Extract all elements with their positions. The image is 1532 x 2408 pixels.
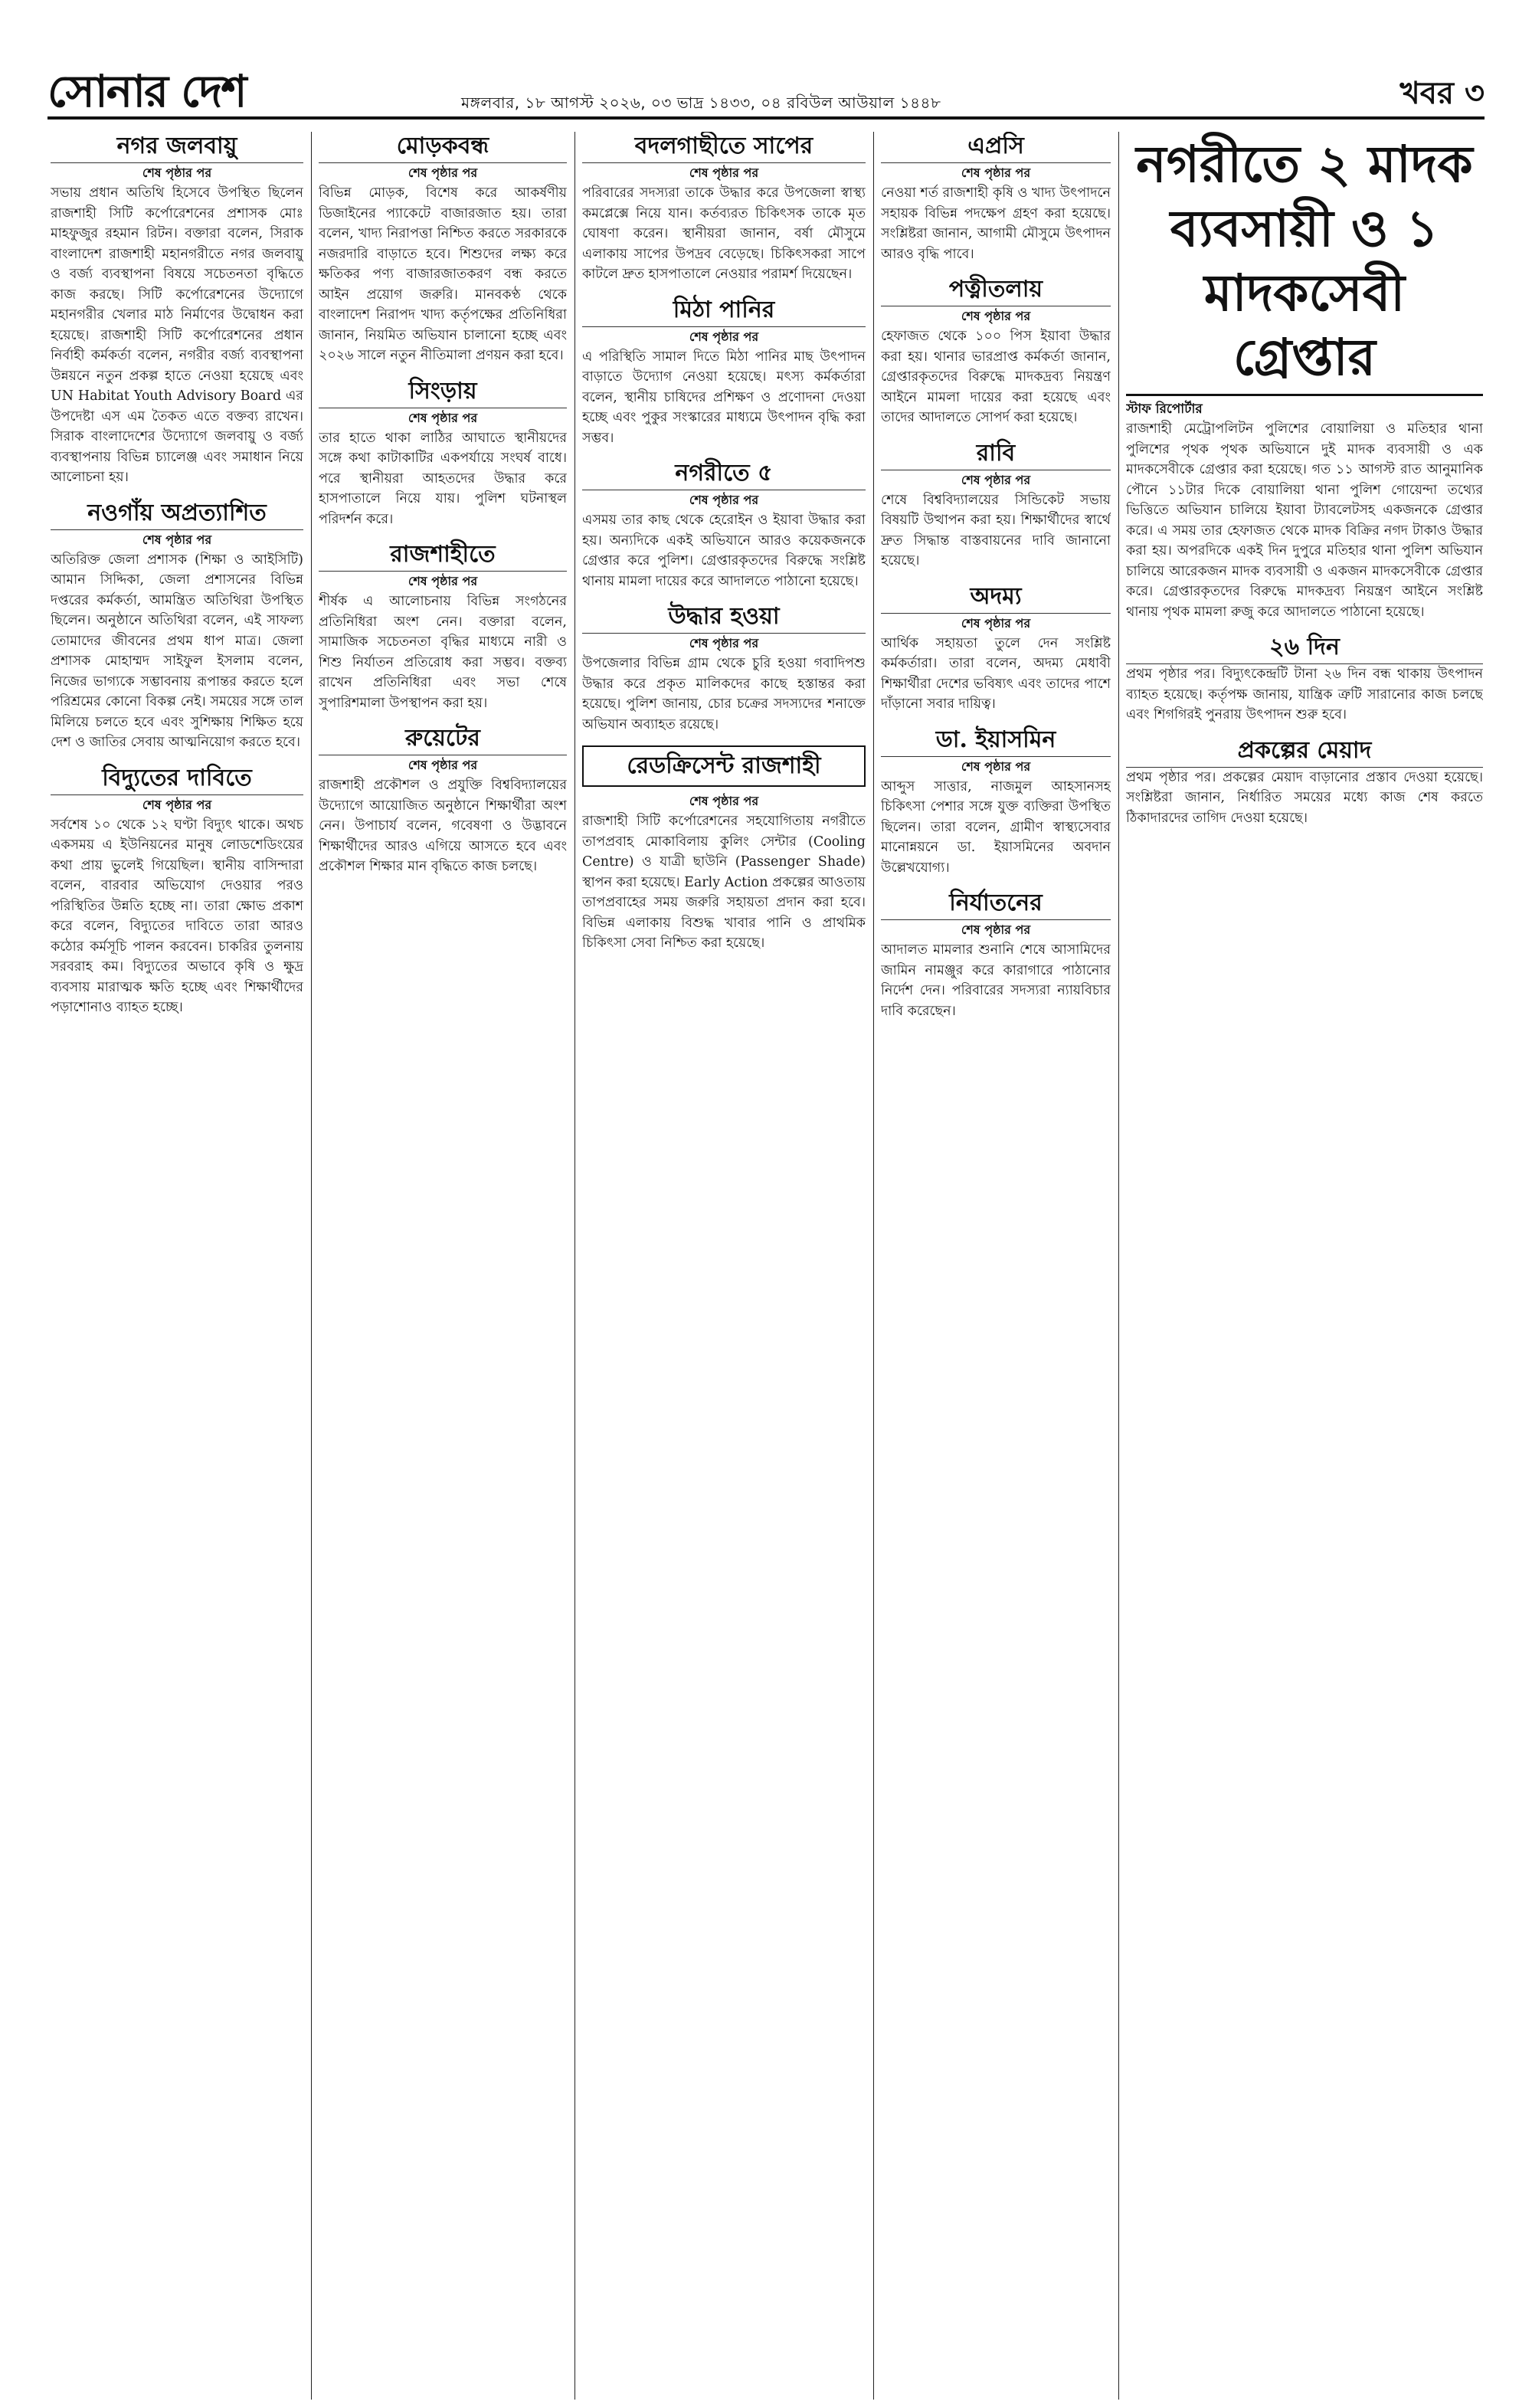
article-headline: সিংড়ায় — [319, 377, 567, 408]
article-headline: রুয়েটের — [319, 724, 567, 755]
article-singra — [319, 377, 567, 530]
jump-label: শেষ পৃষ্ঠার পর — [142, 797, 212, 812]
article-headline: নগরীতে ৫ — [582, 459, 866, 490]
column-rule — [311, 132, 312, 2400]
jump-label: শেষ পৃষ্ঠার পর — [961, 472, 1031, 487]
jump-label: শেষ পৃষ্ঠার পর — [961, 165, 1031, 180]
article-headline: নওগাঁয় অপ্রত্যাশিত — [51, 499, 303, 530]
jump-label: শেষ পৃষ্ঠার পর — [689, 493, 759, 507]
jump-label: শেষ পৃষ্ঠার পর — [689, 794, 759, 808]
jump-label: শেষ পৃষ্ঠার পর — [961, 758, 1031, 774]
article-naogaon — [51, 499, 303, 753]
article-headline: ডা. ইয়াসমিন — [881, 726, 1111, 757]
article-headline: ২৬ দিন — [1126, 633, 1483, 664]
jump-label: শেষ পৃষ্ঠার পর — [408, 574, 478, 588]
article-rabi — [881, 439, 1111, 572]
jump-label: শেষ পৃষ্ঠার পর — [689, 636, 759, 650]
jump-label: শেষ পৃষ্ঠার পর — [689, 165, 759, 180]
article-uddhar — [582, 602, 866, 735]
jump-label: শেষ পৃষ্ঠার পর — [689, 329, 759, 344]
article-headline: নির্যাতনের — [881, 889, 1111, 920]
jump-label: শেষ পৃষ্ঠার পর — [408, 410, 478, 425]
article-odommo — [881, 582, 1111, 715]
article-redcrescent — [582, 745, 866, 954]
article-body: পরিবারের সদস্যরা তাকে উদ্ধার করে উপজেলা স্বাস্থ্য কমপ্লেক্সে নিয়ে যান। কর্তব্যরত চিকিৎসক তাকে মৃত ঘোষণা করেন। স্থানীয়রা জানান, বর্ষা মৌসুমে এলাকায় সাপের উপদ্রব বেড়েছে। চিকিৎসকরা সাপে কাটলে দ্রুত হাসপাতালে নেওয়ার পরামর্শ দিয়েছেন। — [582, 185, 866, 282]
dateline: মঙ্গলবার, ১৮ আগস্ট ২০২৬, ০৩ ভাদ্র ১৪৩৩, ০৪ রবিউল আউয়াল ১৪৪৮ — [461, 93, 941, 112]
article-prokolper-meyad — [1126, 736, 1483, 829]
article-body: হেফাজত থেকে ১০০ পিস ইয়াবা উদ্ধার করা হয়। থানার ভারপ্রাপ্ত কর্মকর্তা জানান, গ্রেপ্তারকৃতদের বিরুদ্ধে মাদকদ্রব্য নিয়ন্ত্রণ আইনে মামলা দায়ের করা হয়েছে এবং তাদের আদালতে সোপর্দ করা হয়েছে। — [881, 329, 1111, 425]
jump-label: শেষ পৃষ্ঠার পর — [142, 532, 212, 547]
lead-story — [1126, 132, 1483, 622]
column-rule — [1118, 132, 1119, 2400]
article-headline: রেডক্রিসেন্ট রাজশাহী — [582, 745, 866, 787]
lead-headline: নগরীতে ২ মাদক ব্যবসায়ী ও ১ মাদকসেবী গ্রেপ্তার — [1136, 134, 1473, 387]
jump-label: শেষ পৃষ্ঠার পর — [961, 309, 1031, 323]
newspaper-logo: সোনার দেশ — [47, 65, 246, 117]
article-headline: বদলগাছীতে সাপের — [582, 132, 866, 163]
article-body: শেষে বিশ্ববিদ্যালয়ের সিন্ডিকেট সভায় বিষয়টি উত্থাপন করা হয়। শিক্ষার্থীদের স্বার্থে দ্রুত সিদ্ধান্ত বাস্তবায়নের দাবি জানানো হয়েছে। — [881, 492, 1111, 568]
jump-label: শেষ পৃষ্ঠার পর — [961, 922, 1031, 937]
column-4 — [881, 132, 1111, 2392]
article-morokbondho — [319, 132, 567, 366]
section-label: খবর ৩ — [1399, 75, 1485, 111]
jump-label: শেষ পৃষ্ঠার পর — [961, 615, 1031, 631]
article-body: এ পরিস্থিতি সামাল দিতে মিঠা পানির মাছ উৎপাদন বাড়াতে উদ্যোগ নেওয়া হয়েছে। মৎস্য কর্মকর্তারা বলেন, স্থানীয় চাষিদের প্রশিক্ষণ ও প্রণোদনা দেওয়া হচ্ছে এবং পুকুর সংস্কারের মাধ্যমে উৎপাদন বৃদ্ধি করা সম্ভব। — [582, 349, 866, 446]
article-body: শীর্ষক এ আলোচনায় বিভিন্ন সংগঠনের প্রতিনিধিরা অংশ নেন। বক্তারা বলেন, সামাজিক সচেতনতা বৃদ্ধির মাধ্যমে নারী ও শিশু নির্যাতন প্রতিরোধ করা সম্ভব। বক্তব্য রাখেন প্রতিনিধিরা এবং সভা শেষে সুপারিশমালা উপস্থাপন করা হয়। — [319, 594, 567, 711]
article-body: রাজশাহী প্রকৌশল ও প্রযুক্তি বিশ্ববিদ্যালয়ের উদ্যোগে আয়োজিত অনুষ্ঠানে শিক্ষার্থীরা অংশ নেন। উপাচার্য বলেন, গবেষণা ও উদ্ভাবনে শিক্ষার্থীদের আরও এগিয়ে আসতে হবে এবং প্রকৌশল শিক্ষার মান বৃদ্ধিতে কাজ চলছে। — [319, 778, 567, 874]
article-body: বিভিন্ন মোড়ক, বিশেষ করে আকর্ষণীয় ডিজাইনের প্যাকেটে বাজারজাত হয়। তারা বলেন, খাদ্য নিরাপত্তা নিশ্চিত করতে সরকারকে নজরদারি বাড়াতে হবে। শিশুদের লক্ষ্য করে ক্ষতিকর পণ্য বাজারজাতকরণ বন্ধ করতে আইন প্রয়োগ জরুরি। মানবকণ্ঠ থেকে বাংলাদেশ নিরাপদ খাদ্য কর্তৃপক্ষের প্রতিনিধিরা জানান, নিয়মিত অভিযান চালানো হচ্ছে এবং ২০২৬ সালে নতুন নীতিমালা প্রণয়ন করা হবে। — [319, 185, 567, 363]
article-headline: মোড়কবন্ধ — [319, 132, 567, 163]
article-nagarite-5 — [582, 459, 866, 591]
article-dr-yasmin — [881, 726, 1111, 879]
column-5 — [1126, 132, 1483, 2392]
column-3 — [582, 132, 866, 2392]
article-headline: এপ্রসি — [881, 132, 1111, 163]
article-body: সভায় প্রধান অতিথি হিসেবে উপস্থিত ছিলেন রাজশাহী সিটি কর্পোরেশনের প্রশাসক মোঃ মাহফুজুর রহমান রিটন। বক্তারা বলেন, সিরাক বাংলাদেশ রাজশাহী মহানগরীতে নগর জলবায়ু ও বর্জ্য ব্যবস্থাপনা বিষয়ে সচেতনতা বৃদ্ধিতে কাজ করছে। সিটি কর্পোরেশনের উদ্যোগে মহানগরীর খেলার মাঠ নির্মাণের উদ্বোধন করা হয়েছে। রাজশাহী সিটি কর্পোরেশনের প্রধান নির্বাহী কর্মকর্তা বলেন, নগরীর বর্জ্য ব্যবস্থাপনা উন্নয়নে নতুন প্রকল্প হাতে নেওয়া হয়েছে এবং UN Habitat Youth Advisory Board এর উপদেষ্টা এস এম তৈকত এতে বক্তব্য রাখেন। সিরাক বাংলাদেশের উদ্যোগে জলবায়ু ও বর্জ্য ব্যবস্থাপনায় বিভিন্ন চ্যালেঞ্জ এবং সমাধান নিয়ে আলোচনা হয়। — [51, 185, 303, 485]
article-nirjatan — [881, 889, 1111, 1021]
masthead — [47, 65, 1485, 120]
article-body: অতিরিক্ত জেলা প্রশাসক (শিক্ষা ও আইসিটি) আমান সিদ্দিকা, জেলা প্রশাসনের বিভিন্ন দপ্তরের কর্মকর্তা, আমন্ত্রিত অতিথিরা উপস্থিত ছিলেন। অনুষ্ঠানে অতিথিরা বলেন, এই সাফল্য তোমাদের জীবনের প্রথম ধাপ মাত্র। জেলা প্রশাসক মোহাম্মদ সাইফুল ইসলাম বলেন, নিজের ভাগ্যকে সম্ভাবনায় রূপান্তর করতে হলে পরিশ্রমের কোনো বিকল্প নেই। সময়ের সঙ্গে তাল মিলিয়ে চলতে হবে এবং সুশিক্ষায় শিক্ষিত হয়ে দেশ ও জাতির সেবায় আত্মনিয়োগ করতে হবে। — [51, 552, 303, 750]
article-ruet — [319, 724, 567, 877]
column-rule — [873, 132, 874, 2400]
column-1 — [51, 132, 303, 2392]
jump-label: শেষ পৃষ্ঠার পর — [408, 165, 478, 180]
jump-label: শেষ পৃষ্ঠার পর — [408, 758, 478, 772]
article-body: প্রথম পৃষ্ঠার পর। বিদ্যুৎকেন্দ্রটি টানা ২৬ দিন বন্ধ থাকায় উৎপাদন ব্যাহত হয়েছে। কর্তৃপক্ষ জানায়, যান্ত্রিক ত্রুটি সারানোর কাজ চলছে এবং শিগগিরই পুনরায় উৎপাদন শুরু হবে। — [1126, 667, 1483, 722]
article-body: আদালত মামলার শুনানি শেষে আসামিদের জামিন নামঞ্জুর করে কারাগারে পাঠানোর নির্দেশ দেন। পরিবারের সদস্যরা ন্যায়বিচার দাবি করেছেন। — [881, 942, 1111, 1019]
article-headline: রাবি — [881, 439, 1111, 470]
article-26-din — [1126, 633, 1483, 726]
article-headline: মিঠা পানির — [582, 296, 866, 327]
article-body: রাজশাহী সিটি কর্পোরেশনের সহযোগিতায় নগরীতে তাপপ্রবাহ মোকাবিলায় কুলিং সেন্টার (Cooling Centre) ও যাত্রী ছাউনি (Passenger Shade) স্থাপন করা হয়েছে। Early Action প্রকল্পের আওতায় তাপপ্রবাহের সময় জরুরি সহায়তা প্রদান করা হবে। বিভিন্ন এলাকায় বিশুদ্ধ খাবার পানি ও প্রাথমিক চিকিৎসা সেবা নিশ্চিত করা হয়েছে। — [582, 814, 866, 951]
article-nagar-jolobayu — [51, 132, 303, 488]
article-body: তার হাতে থাকা লাঠির আঘাতে স্থানীয়দের সঙ্গে কথা কাটাকাটির একপর্যায়ে সংঘর্ষ বাধে। পরে স্থানীয়রা আহতদের উদ্ধার করে হাসপাতালে নিয়ে যায়। পুলিশ ঘটনাস্থল পরিদর্শন করে। — [319, 430, 567, 527]
article-mitha-pani — [582, 296, 866, 449]
column-2 — [319, 132, 567, 2392]
article-headline: রাজশাহীতে — [319, 540, 567, 572]
article-patnitala — [881, 275, 1111, 428]
article-body: নেওয়া শর্ত রাজশাহী কৃষি ও খাদ্য উৎপাদনে সহায়ক বিভিন্ন পদক্ষেপ গ্রহণ করা হয়েছে। সংশ্লিষ্টরা জানান, আগামী মৌসুমে উৎপাদন আরও বৃদ্ধি পাবে। — [881, 185, 1111, 262]
article-body: প্রথম পৃষ্ঠার পর। প্রকল্পের মেয়াদ বাড়ানোর প্রস্তাব দেওয়া হয়েছে। সংশ্লিষ্টরা জানান, নির্ধারিত সময়ের মধ্যে কাজ শেষ করতে ঠিকাদারদের তাগিদ দেওয়া হয়েছে। — [1126, 769, 1483, 826]
article-body: এসময় তার কাছ থেকে হেরোইন ও ইয়াবা উদ্ধার করা হয়। অন্যদিকে একই অভিযানে আরও কয়েকজনকে গ্রেপ্তার করে পুলিশ। গ্রেপ্তারকৃতদের বিরুদ্ধে সংশ্লিষ্ট থানায় মামলা দায়ের করে আদালতে পাঠানো হয়েছে। — [582, 513, 866, 589]
article-headline: নগর জলবায়ু — [51, 132, 303, 163]
article-badalgachhi — [582, 132, 866, 285]
article-body: সর্বশেষ ১০ থেকে ১২ ঘণ্টা বিদ্যুৎ থাকে। অথচ একসময় এ ইউনিয়নের মানুষ লোডশেডিংয়ের কথা প্রায় ভুলেই গিয়েছিল। স্থানীয় বাসিন্দারা বলেন, বারবার অভিযোগ দেওয়ার পরও পরিস্থিতির উন্নতি হচ্ছে না। তারা ক্ষোভ প্রকাশ করে বলেন, বিদ্যুতের দাবিতে তারা আরও কঠোর কর্মসূচি পালন করবেন। চাকরির তুলনায় সরবরাহ কম। বিদ্যুতের অভাবে কৃষি ও ক্ষুদ্র ব্যবসায় মারাত্মক ক্ষতি হচ্ছে এবং শিক্ষার্থীদের পড়াশোনাও ব্যাহত হচ্ছে। — [51, 817, 303, 1015]
article-body: রাজশাহী মেট্রোপলিটন পুলিশের বোয়ালিয়া ও মতিহার থানা পুলিশের পৃথক পৃথক অভিযানে দুই মাদক ব্যবসায়ী ও এক মাদকসেবীকে গ্রেপ্তার করা হয়েছে। গত ১১ আগস্ট রাত আনুমানিক পৌনে ১১টার দিকে বোয়ালিয়া থানা পুলিশ গোয়েন্দা তথ্যের ভিত্তিতে অভিযান চালিয়ে ইয়াবা ট্যাবলেটসহ একজনকে গ্রেপ্তার করে। এ সময় তার হেফাজত থেকে মাদক বিক্রির নগদ টাকাও উদ্ধার করা হয়। অপরদিকে একই দিন দুপুরে মতিহার থানা পুলিশ অভিযান চালিয়ে আরেকজন মাদক ব্যবসায়ী ও একজন মাদকসেবীকে গ্রেপ্তার করে। গ্রেপ্তারকৃতদের বিরুদ্ধে মাদকদ্রব্য নিয়ন্ত্রণ আইনে সংশ্লিষ্ট থানায় পৃথক মামলা রুজু করে আদালতে পাঠানো হয়েছে। — [1126, 421, 1483, 620]
article-headline: অদম্য — [881, 582, 1111, 614]
article-biddut — [51, 764, 303, 1018]
article-body: উপজেলার বিভিন্ন গ্রাম থেকে চুরি হওয়া গবাদিপশু উদ্ধার করে প্রকৃত মালিকদের কাছে হস্তান্তর করা হয়েছে। পুলিশ জানায়, চোর চক্রের সদস্যদের শনাক্তে অভিযান অব্যাহত রয়েছে। — [582, 656, 866, 732]
article-rajshahite — [319, 540, 567, 713]
jump-label: শেষ পৃষ্ঠার পর — [142, 165, 212, 180]
article-headline: পত্নীতলায় — [881, 275, 1111, 306]
article-body: আর্থিক সহায়তা তুলে দেন সংশ্লিষ্ট কর্মকর্তারা। তারা বলেন, অদম্য মেধাবী শিক্ষার্থীরা দেশের ভবিষ্যৎ এবং তাদের পাশে দাঁড়ানো সবার দায়িত্ব। — [881, 635, 1111, 712]
column-rule — [574, 132, 575, 2400]
article-body: আব্দুস সাত্তার, নাজমুল আহসানসহ চিকিৎসা পেশার সঙ্গে যুক্ত ব্যক্তিরা উপস্থিত ছিলেন। তারা বলেন, গ্রামীণ স্বাস্থ্যসেবার মানোন্নয়নে ডা. ইয়াসমিনের অবদান উল্লেখযোগ্য। — [881, 778, 1111, 876]
article-headline: উদ্ধার হওয়া — [582, 602, 866, 634]
article-headline: প্রকল্পের মেয়াদ — [1126, 736, 1483, 768]
divider — [1126, 394, 1483, 396]
article-eprc — [881, 132, 1111, 264]
byline: স্টাফ রিপোর্টার — [1126, 401, 1203, 417]
article-headline: বিদ্যুতের দাবিতে — [51, 764, 303, 795]
